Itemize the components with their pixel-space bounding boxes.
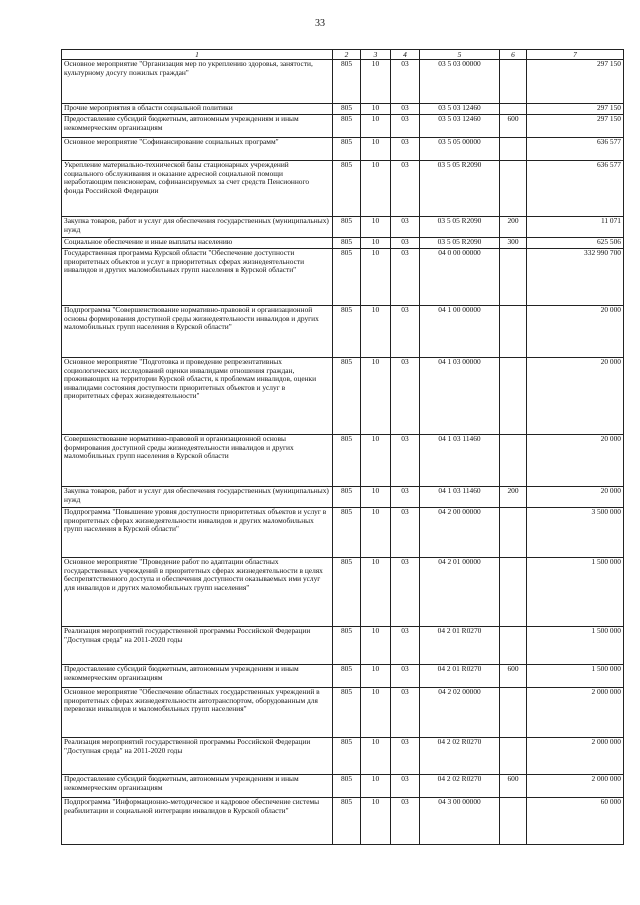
subsection-code: 03 <box>391 627 420 665</box>
item-name: Предоставление субсидий бюджетным, автономным учреждениям и иным некоммерческим организациям <box>62 115 333 138</box>
admin-code: 805 <box>333 798 361 845</box>
section-code: 10 <box>361 487 391 508</box>
item-name: Основное мероприятие "Подготовка и проведение репрезентативных социологических исследований оценки инвалидами отношения граждан, проживающих на территории Курской области, к проблемам инвалидов, оценки инвалидами состояния доступности приоритетных объектов и услуг в приоритетных сферах жизнедеятельности" <box>62 358 333 435</box>
table-row <box>62 238 624 249</box>
column-header: 5 <box>420 50 500 60</box>
amount: 1 500 000 <box>527 665 624 688</box>
column-header: 6 <box>500 50 527 60</box>
section-code: 10 <box>361 104 391 115</box>
admin-code: 805 <box>333 161 361 217</box>
column-header: 4 <box>391 50 420 60</box>
amount: 297 150 <box>527 104 624 115</box>
amount: 1 500 000 <box>527 558 624 627</box>
expense-type-code: 200 <box>500 217 527 238</box>
section-code: 10 <box>361 115 391 138</box>
expense-type-code <box>500 558 527 627</box>
amount: 3 500 000 <box>527 508 624 558</box>
subsection-code: 03 <box>391 435 420 487</box>
admin-code: 805 <box>333 435 361 487</box>
section-code: 10 <box>361 665 391 688</box>
expense-type-code: 200 <box>500 487 527 508</box>
amount: 1 500 000 <box>527 627 624 665</box>
subsection-code: 03 <box>391 238 420 249</box>
column-header: 7 <box>527 50 624 60</box>
admin-code: 805 <box>333 775 361 798</box>
expense-type-code <box>500 306 527 358</box>
column-header: 1 <box>62 50 333 60</box>
table-row <box>62 358 624 435</box>
amount: 60 000 <box>527 798 624 845</box>
table-row <box>62 798 624 845</box>
expense-type-code: 600 <box>500 775 527 798</box>
amount: 2 000 000 <box>527 775 624 798</box>
expense-type-code <box>500 249 527 306</box>
table-row <box>62 487 624 508</box>
admin-code: 805 <box>333 358 361 435</box>
target-item-code: 03 5 05 00000 <box>420 138 500 161</box>
admin-code: 805 <box>333 217 361 238</box>
subsection-code: 03 <box>391 104 420 115</box>
column-number-row <box>62 50 624 60</box>
subsection-code: 03 <box>391 60 420 104</box>
item-name: Закупка товаров, работ и услуг для обеспечения государственных (муниципальных) нужд <box>62 217 333 238</box>
amount: 20 000 <box>527 358 624 435</box>
expense-type-code <box>500 688 527 738</box>
table-row <box>62 508 624 558</box>
section-code: 10 <box>361 775 391 798</box>
amount: 20 000 <box>527 487 624 508</box>
item-name: Подпрограмма "Информационно-методическое и кадровое обеспечение системы реабилитации и социальной интеграции инвалидов в Курской области" <box>62 798 333 845</box>
target-item-code: 04 1 03 11460 <box>420 435 500 487</box>
column-header: 3 <box>361 50 391 60</box>
amount: 332 990 700 <box>527 249 624 306</box>
item-name: Основное мероприятие "Софинансирование социальных программ" <box>62 138 333 161</box>
target-item-code: 04 3 00 00000 <box>420 798 500 845</box>
table-row <box>62 688 624 738</box>
amount: 636 577 <box>527 138 624 161</box>
table-body <box>62 60 624 845</box>
subsection-code: 03 <box>391 508 420 558</box>
table-row <box>62 775 624 798</box>
target-item-code: 03 5 03 00000 <box>420 60 500 104</box>
target-item-code: 04 2 00 00000 <box>420 508 500 558</box>
section-code: 10 <box>361 358 391 435</box>
item-name: Совершенствование нормативно-правовой и организационной основы формирования доступной среды жизнедеятельности инвалидов и других маломобильных групп населения в Курской области <box>62 435 333 487</box>
admin-code: 805 <box>333 138 361 161</box>
item-name: Основное мероприятие "Обеспечение областных государственных учреждений в приоритетных сферах жизнедеятельности автотранспортом, оборудованным для перевозки инвалидов и маломобильных групп населения" <box>62 688 333 738</box>
budget-table <box>61 49 624 845</box>
section-code: 10 <box>361 738 391 775</box>
subsection-code: 03 <box>391 798 420 845</box>
section-code: 10 <box>361 138 391 161</box>
table-row <box>62 138 624 161</box>
table-row <box>62 217 624 238</box>
admin-code: 805 <box>333 238 361 249</box>
amount: 636 577 <box>527 161 624 217</box>
table-row <box>62 738 624 775</box>
section-code: 10 <box>361 558 391 627</box>
expense-type-code: 600 <box>500 115 527 138</box>
target-item-code: 04 1 00 00000 <box>420 306 500 358</box>
target-item-code: 03 5 05 R2090 <box>420 217 500 238</box>
section-code: 10 <box>361 306 391 358</box>
target-item-code: 04 2 01 R0270 <box>420 665 500 688</box>
admin-code: 805 <box>333 306 361 358</box>
amount: 2 000 000 <box>527 688 624 738</box>
page-number: 33 <box>315 18 325 29</box>
table-row <box>62 60 624 104</box>
table-row <box>62 558 624 627</box>
expense-type-code <box>500 627 527 665</box>
subsection-code: 03 <box>391 738 420 775</box>
expense-type-code <box>500 358 527 435</box>
target-item-code: 04 1 03 11460 <box>420 487 500 508</box>
admin-code: 805 <box>333 738 361 775</box>
table-row <box>62 161 624 217</box>
table-row <box>62 104 624 115</box>
item-name: Основное мероприятие "Проведение работ по адаптации областных государственных учреждений в приоритетных сферах жизнедеятельности в целях беспрепятственного доступа и обеспечения доступности оказываемых ими услуг для инвалидов и других маломобильных групп населения" <box>62 558 333 627</box>
target-item-code: 03 5 05 R2090 <box>420 238 500 249</box>
subsection-code: 03 <box>391 358 420 435</box>
amount: 2 000 000 <box>527 738 624 775</box>
expense-type-code <box>500 60 527 104</box>
amount: 20 000 <box>527 435 624 487</box>
target-item-code: 04 1 03 00000 <box>420 358 500 435</box>
table-row <box>62 627 624 665</box>
admin-code: 805 <box>333 665 361 688</box>
item-name: Реализация мероприятий государственной программы Российской Федерации "Доступная среда" на 2011-2020 годы <box>62 627 333 665</box>
section-code: 10 <box>361 217 391 238</box>
admin-code: 805 <box>333 104 361 115</box>
item-name: Укрепление материально-технической базы стационарных учреждений социального обслуживания и оказание адресной социальной помощи неработающим пенсионерам, софинансируемых за счет средств Пенсионного фонда Российской Федерации <box>62 161 333 217</box>
subsection-code: 03 <box>391 115 420 138</box>
admin-code: 805 <box>333 60 361 104</box>
section-code: 10 <box>361 60 391 104</box>
admin-code: 805 <box>333 249 361 306</box>
item-name: Социальное обеспечение и иные выплаты населению <box>62 238 333 249</box>
item-name: Закупка товаров, работ и услуг для обеспечения государственных (муниципальных) нужд <box>62 487 333 508</box>
column-header: 2 <box>333 50 361 60</box>
item-name: Подпрограмма "Повышение уровня доступности приоритетных объектов и услуг в приоритетных сферах жизнедеятельности инвалидов и других маломобильных групп населения в Курской области" <box>62 508 333 558</box>
expense-type-code <box>500 798 527 845</box>
subsection-code: 03 <box>391 217 420 238</box>
target-item-code: 03 5 05 R2090 <box>420 161 500 217</box>
item-name: Прочие мероприятия в области социальной политики <box>62 104 333 115</box>
subsection-code: 03 <box>391 558 420 627</box>
table-row <box>62 249 624 306</box>
amount: 625 506 <box>527 238 624 249</box>
subsection-code: 03 <box>391 487 420 508</box>
expense-type-code <box>500 138 527 161</box>
item-name: Основное мероприятие "Организация мер по укреплению здоровья, занятости, культурному досугу пожилых граждан" <box>62 60 333 104</box>
section-code: 10 <box>361 508 391 558</box>
expense-type-code <box>500 104 527 115</box>
amount: 297 150 <box>527 115 624 138</box>
section-code: 10 <box>361 627 391 665</box>
admin-code: 805 <box>333 688 361 738</box>
subsection-code: 03 <box>391 665 420 688</box>
target-item-code: 04 2 02 R0270 <box>420 738 500 775</box>
expense-type-code: 300 <box>500 238 527 249</box>
item-name: Подпрограмма "Совершенствование нормативно-правовой и организационной основы формирования доступной среды жизнедеятельности инвалидов и других маломобильных групп населения в Курской области" <box>62 306 333 358</box>
target-item-code: 03 5 03 12460 <box>420 104 500 115</box>
section-code: 10 <box>361 238 391 249</box>
section-code: 10 <box>361 435 391 487</box>
section-code: 10 <box>361 688 391 738</box>
subsection-code: 03 <box>391 249 420 306</box>
admin-code: 805 <box>333 508 361 558</box>
amount: 20 000 <box>527 306 624 358</box>
section-code: 10 <box>361 798 391 845</box>
item-name: Государственная программа Курской области "Обеспечение доступности приоритетных объектов и услуг в приоритетных сферах жизнедеятельности инвалидов и других маломобильных групп населения в Курской области" <box>62 249 333 306</box>
item-name: Предоставление субсидий бюджетным, автономным учреждениям и иным некоммерческим организациям <box>62 775 333 798</box>
target-item-code: 04 2 02 00000 <box>420 688 500 738</box>
subsection-code: 03 <box>391 688 420 738</box>
target-item-code: 04 2 02 R0270 <box>420 775 500 798</box>
table-row <box>62 115 624 138</box>
expense-type-code: 600 <box>500 665 527 688</box>
target-item-code: 04 2 01 R0270 <box>420 627 500 665</box>
item-name: Предоставление субсидий бюджетным, автономным учреждениям и иным некоммерческим организациям <box>62 665 333 688</box>
expense-type-code <box>500 435 527 487</box>
subsection-code: 03 <box>391 138 420 161</box>
admin-code: 805 <box>333 558 361 627</box>
table-row <box>62 665 624 688</box>
expense-type-code <box>500 508 527 558</box>
subsection-code: 03 <box>391 775 420 798</box>
target-item-code: 04 0 00 00000 <box>420 249 500 306</box>
amount: 297 150 <box>527 60 624 104</box>
section-code: 10 <box>361 161 391 217</box>
admin-code: 805 <box>333 627 361 665</box>
amount: 11 071 <box>527 217 624 238</box>
table-row <box>62 435 624 487</box>
section-code: 10 <box>361 249 391 306</box>
admin-code: 805 <box>333 487 361 508</box>
table-row <box>62 306 624 358</box>
expense-type-code <box>500 738 527 775</box>
expense-type-code <box>500 161 527 217</box>
target-item-code: 04 2 01 00000 <box>420 558 500 627</box>
subsection-code: 03 <box>391 306 420 358</box>
target-item-code: 03 5 03 12460 <box>420 115 500 138</box>
subsection-code: 03 <box>391 161 420 217</box>
admin-code: 805 <box>333 115 361 138</box>
item-name: Реализация мероприятий государственной программы Российской Федерации "Доступная среда" на 2011-2020 годы <box>62 738 333 775</box>
